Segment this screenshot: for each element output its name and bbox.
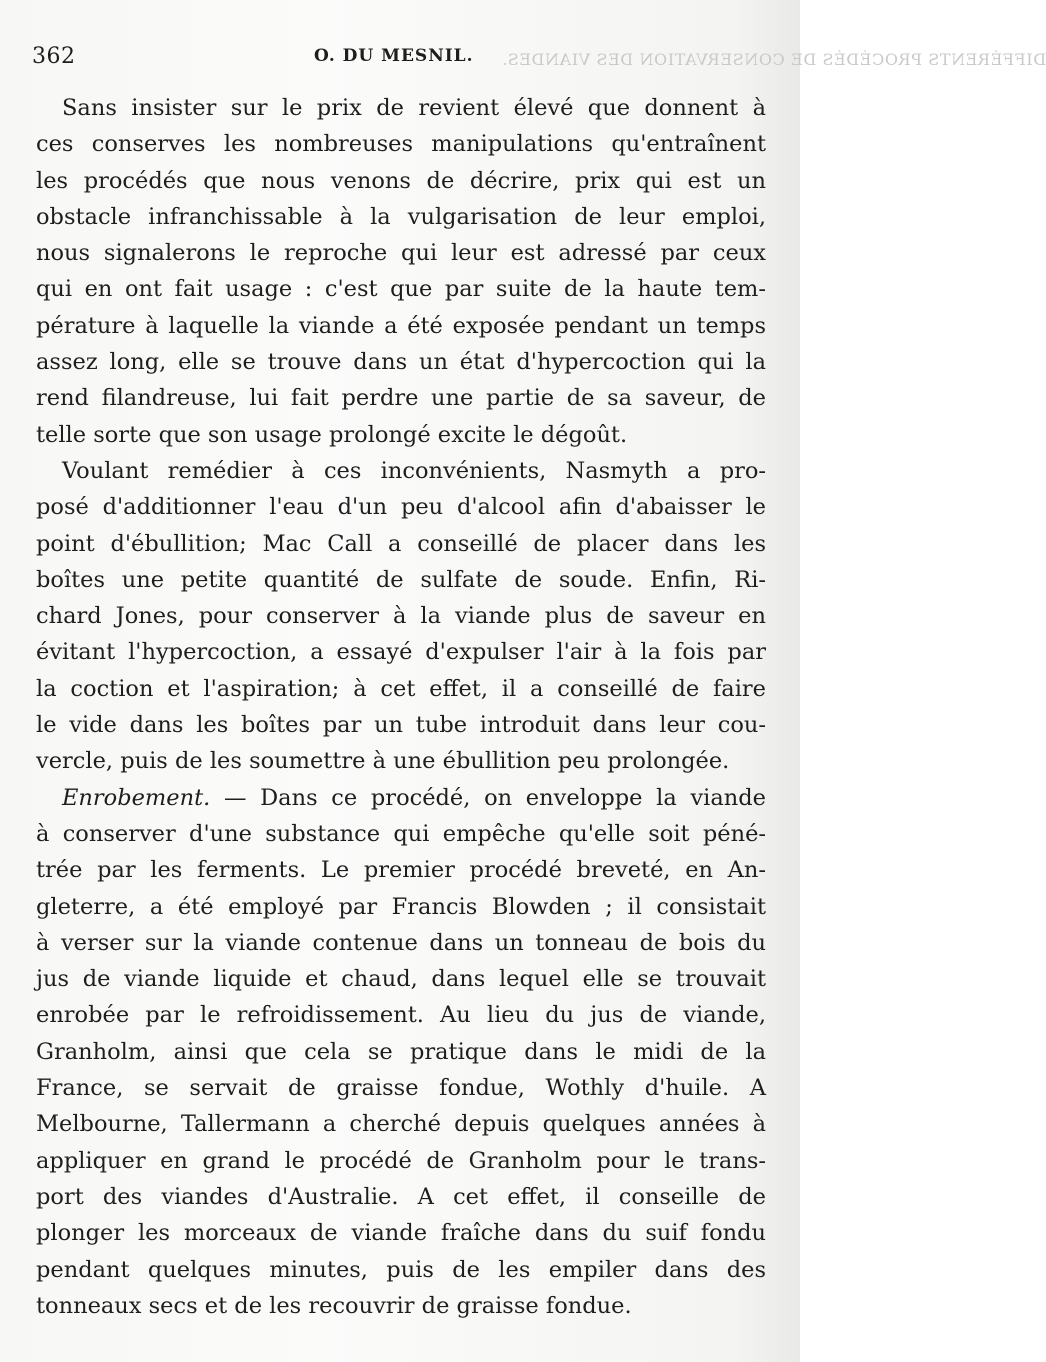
text-line: à verser sur la viande contenue dans un tonneau de bois du [36,929,766,956]
text-line: tonneaux secs et de les recouvrir de graisse fondue. [36,1292,632,1319]
paragraph-2 [36,453,766,780]
text-line: Sans insister sur le prix de revient élevé que donnent à [62,95,766,121]
text-line: port des viandes d'Australie. A cet effet, il conseille de [36,1183,766,1210]
text-line: le vide dans les boîtes par un tube introduit dans leur cou- [36,712,766,739]
running-head [32,44,1046,78]
text-line: ces conserves les nombreuses manipulations qu'entraînent [36,131,766,158]
text-line: point d'ébullition; Mac Call a conseillé de placer dans les [36,530,766,557]
text-line: évitant l'hypercoction, a essayé d'expulser l'air à la fois par [36,639,766,666]
text-line: enrobée par le refroidissement. Au lieu du jus de viande, [36,1002,766,1029]
text-line: rend filandreuse, lui fait perdre une partie de sa saveur, de [36,385,766,412]
text-line: boîtes une petite quantité de sulfate de soude. Enfin, Ri- [36,566,766,593]
text-line: nous signalerons le reproche qui leur est adressé par ceux [36,240,766,267]
text-line: posé d'additionner l'eau d'un peu d'alcool afin d'abaisser le [36,494,766,521]
text-line: telle sorte que son usage prolongé excite le dégoût. [36,421,628,448]
text-line: les procédés que nous venons de décrire, prix qui est un [36,167,766,194]
text-line: trée par les ferments. Le premier procédé breveté, en An- [36,857,766,884]
text-line-rest: — Dans ce procédé, on enveloppe la viande [210,784,766,811]
text-line: obstacle infranchissable à la vulgarisation de leur emploi, [36,203,766,230]
bleed-through-text: DIFFÉRENTS PROCÉDÉS DE CONSERVATION DES VIANDES. [502,50,1046,69]
text-line: Melbourne, Tallermann a cherché depuis quelques années à [36,1111,766,1138]
text-line: assez long, elle se trouve dans un état d'hypercoction qui la [36,349,766,376]
running-title: O. DU MESNIL. [314,46,474,66]
body-text [36,90,766,1324]
text-line: chard Jones, pour conserver à la viande plus de saveur en [36,603,766,630]
text-line [36,780,766,816]
text-line: gleterre, a été employé par Francis Blowden ; il consistait [36,893,766,920]
text-line: pendant quelques minutes, puis de les empiler dans des [36,1256,766,1283]
section-heading-italic: Enrobement. [62,784,211,811]
text-line: Voulant remédier à ces inconvénients, Nasmyth a pro- [62,457,766,484]
text-line: vercle, puis de les soumettre à une ébullition peu prolongée. [36,748,730,775]
text-line: pérature à laquelle la viande a été exposée pendant un temps [36,312,766,339]
paragraph-1 [36,90,766,453]
text-line: qui en ont fait usage : c'est que par suite de la haute tem- [36,276,766,303]
text-line: appliquer en grand le procédé de Granholm pour le trans- [36,1147,766,1174]
text-line: France, se servait de graisse fondue, Wothly d'huile. A [36,1075,766,1102]
text-line: la coction et l'aspiration; à cet effet, il a conseillé de faire [36,675,766,702]
text-line: plonger les morceaux de viande fraîche dans du suif fondu [36,1220,766,1247]
text-line: à conserver d'une substance qui empêche qu'elle soit péné- [36,820,766,847]
page-number: 362 [32,44,76,69]
paragraph-3 [36,780,766,1324]
text-line: Granholm, ainsi que cela se pratique dans le midi de la [36,1038,766,1065]
text-line: jus de viande liquide et chaud, dans lequel elle se trouvait [36,966,766,993]
